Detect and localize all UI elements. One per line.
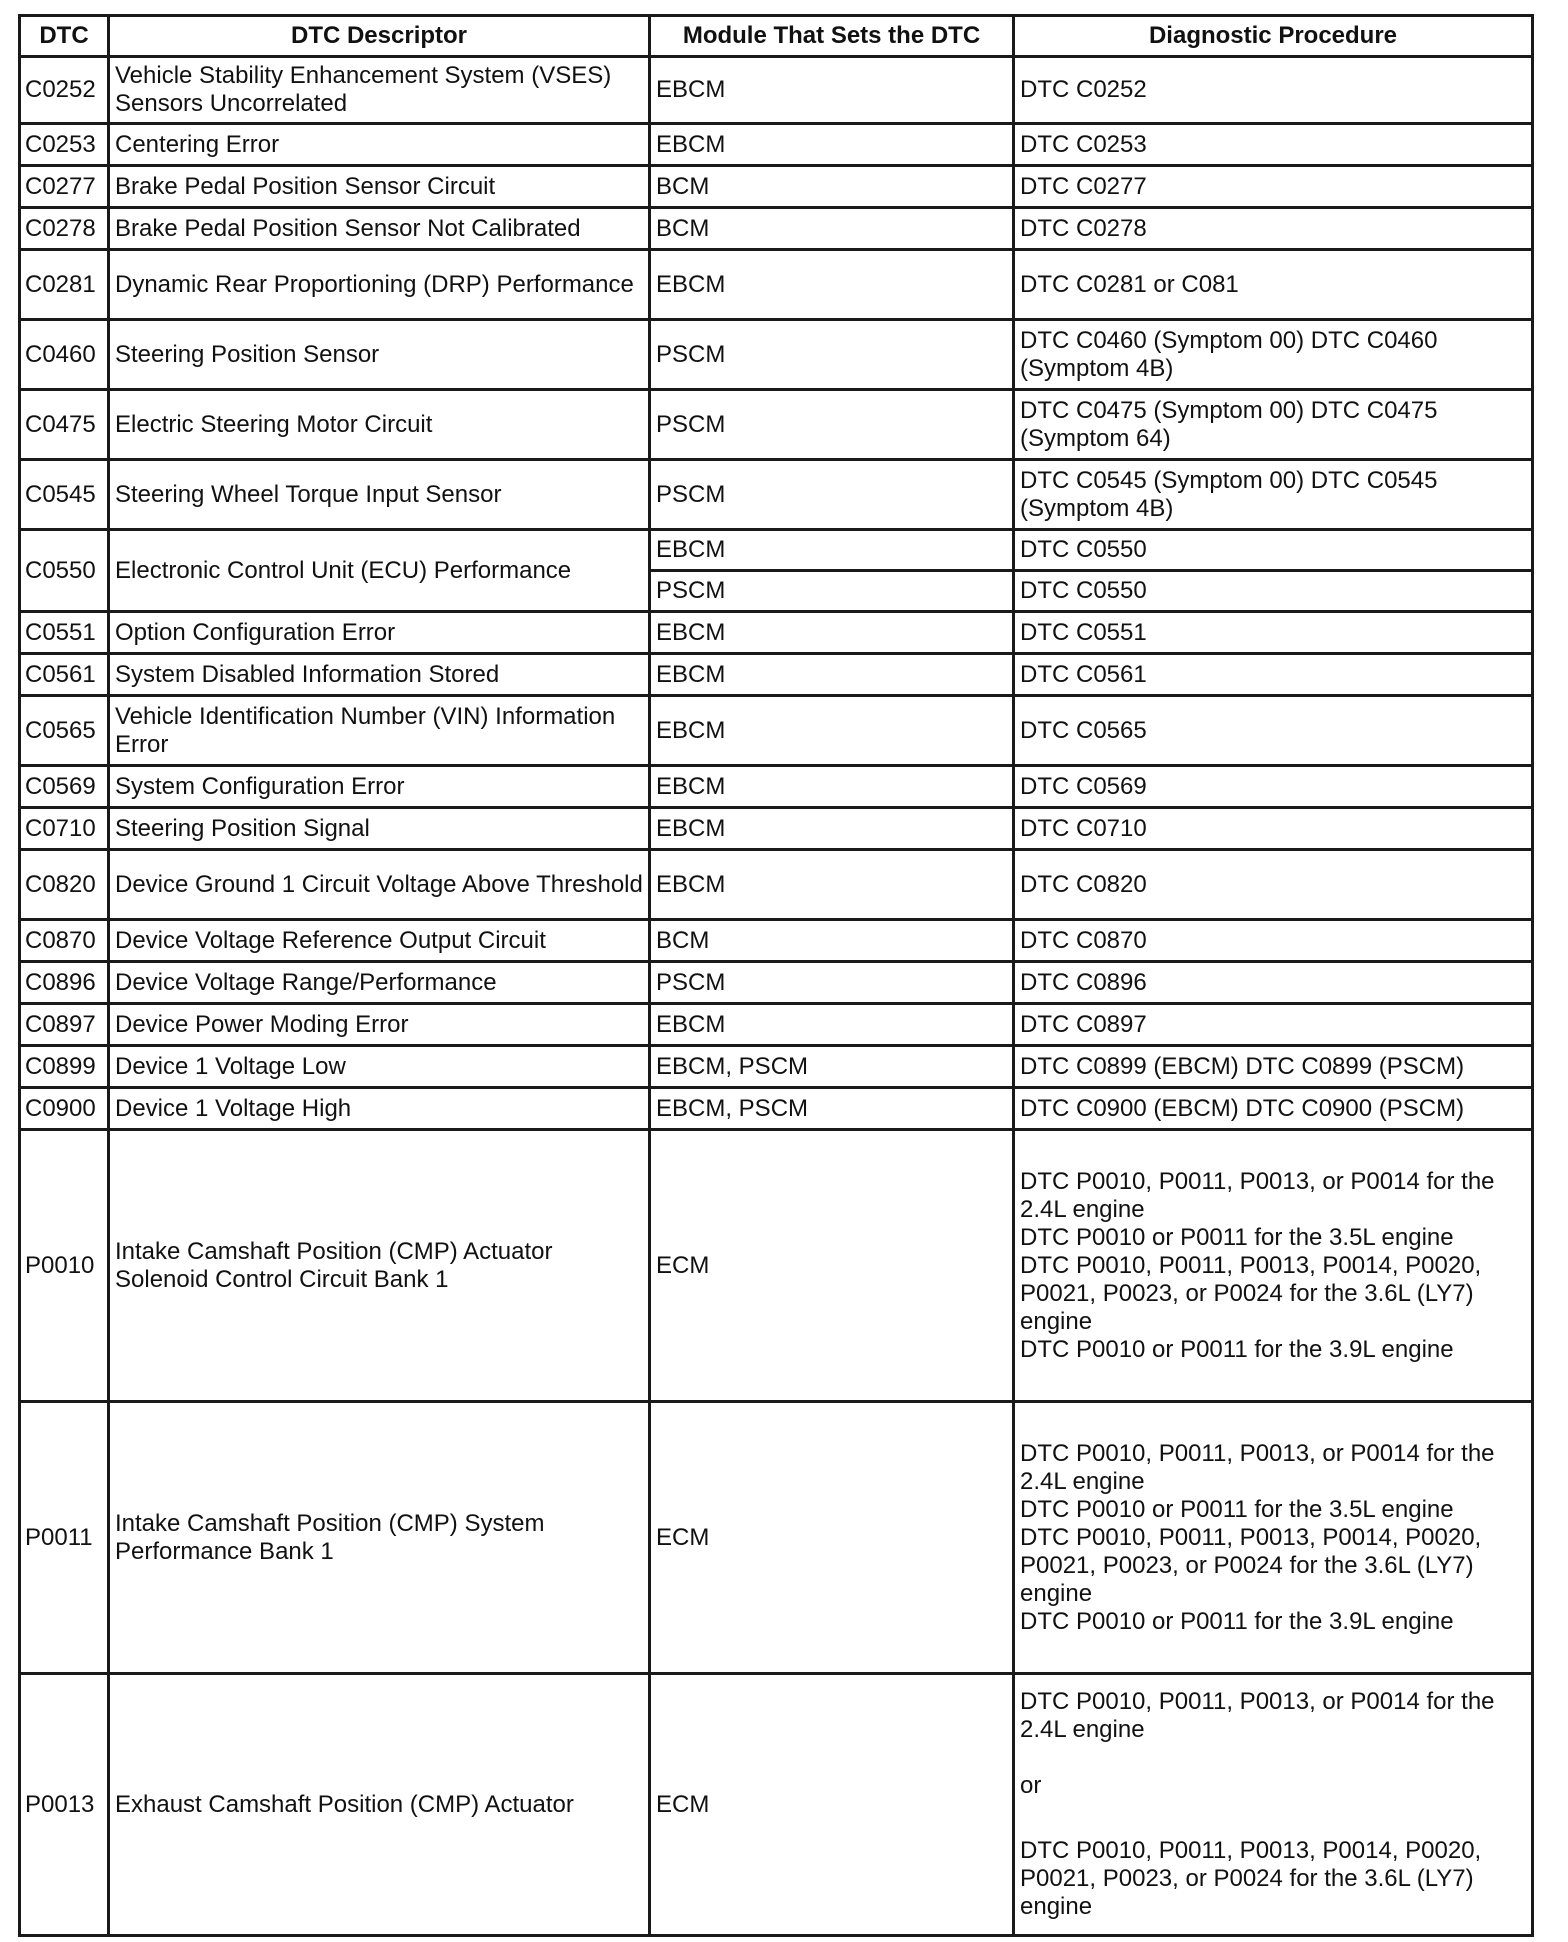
- dtc-code: C0870: [20, 920, 109, 962]
- header-procedure: Diagnostic Procedure: [1014, 16, 1533, 57]
- procedure-line: DTC P0010, P0011, P0013, or P0014 for the 2.4L engine: [1020, 1167, 1495, 1223]
- dtc-module: BCM: [650, 208, 1014, 250]
- dtc-code: P0011: [20, 1402, 109, 1674]
- dtc-code: C0252: [20, 57, 109, 124]
- dtc-module: EBCM: [650, 654, 1014, 696]
- table-row: [20, 390, 1533, 460]
- dtc-procedure: DTC C0281 or C081: [1014, 250, 1533, 320]
- dtc-code: C0896: [20, 962, 109, 1004]
- dtc-code: C0253: [20, 124, 109, 166]
- dtc-module: EBCM: [650, 250, 1014, 320]
- dtc-code: C0899: [20, 1046, 109, 1088]
- table-row: [20, 250, 1533, 320]
- table-row: [20, 696, 1533, 766]
- dtc-code: C0897: [20, 1004, 109, 1046]
- dtc-module: EBCM: [650, 850, 1014, 920]
- dtc-procedure: DTC C0569: [1014, 766, 1533, 808]
- dtc-descriptor: Steering Position Signal: [109, 808, 650, 850]
- dtc-descriptor: Dynamic Rear Proportioning (DRP) Performance: [109, 250, 650, 320]
- dtc-code: C0565: [20, 696, 109, 766]
- dtc-procedure: DTC C0900 (EBCM) DTC C0900 (PSCM): [1014, 1088, 1533, 1130]
- dtc-module: BCM: [650, 920, 1014, 962]
- dtc-module: ECM: [650, 1674, 1014, 1936]
- dtc-descriptor: Option Configuration Error: [109, 612, 650, 654]
- procedure-line: or: [1020, 1772, 1042, 1799]
- procedure-line: DTC P0010, P0011, P0013, P0014, P0020, P0021, P0023, or P0024 for the 3.6L (LY7) engine: [1020, 1523, 1482, 1607]
- table-row: [20, 1674, 1533, 1936]
- table-row: [20, 808, 1533, 850]
- dtc-module: ECM: [650, 1402, 1014, 1674]
- table-row: [20, 850, 1533, 920]
- dtc-descriptor: Vehicle Identification Number (VIN) Information Error: [109, 696, 650, 766]
- dtc-procedure: DTC C0896: [1014, 962, 1533, 1004]
- dtc-descriptor: Device 1 Voltage High: [109, 1088, 650, 1130]
- dtc-module: PSCM: [650, 571, 1014, 612]
- dtc-procedure: [1014, 1674, 1533, 1936]
- dtc-code: C0710: [20, 808, 109, 850]
- dtc-procedure: DTC C0550: [1014, 571, 1533, 612]
- dtc-descriptor: Exhaust Camshaft Position (CMP) Actuator: [109, 1674, 650, 1936]
- dtc-descriptor: Steering Wheel Torque Input Sensor: [109, 460, 650, 530]
- procedure-line: DTC P0010 or P0011 for the 3.9L engine: [1020, 1607, 1454, 1635]
- dtc-procedure: DTC C0460 (Symptom 00) DTC C0460 (Symptom 4B): [1014, 320, 1533, 390]
- table-row: [20, 166, 1533, 208]
- dtc-procedure: [1014, 1130, 1533, 1402]
- table-row: [20, 1130, 1533, 1402]
- dtc-descriptor: Device Voltage Range/Performance: [109, 962, 650, 1004]
- dtc-descriptor: Electric Steering Motor Circuit: [109, 390, 650, 460]
- dtc-procedure: DTC C0545 (Symptom 00) DTC C0545 (Symptom 4B): [1014, 460, 1533, 530]
- dtc-code: C0475: [20, 390, 109, 460]
- table-row: [20, 920, 1533, 962]
- dtc-descriptor: Brake Pedal Position Sensor Not Calibrated: [109, 208, 650, 250]
- dtc-code: C0561: [20, 654, 109, 696]
- dtc-code: P0013: [20, 1674, 109, 1936]
- procedure-line: DTC P0010, P0011, P0013, P0014, P0020, P0021, P0023, or P0024 for the 3.6L (LY7) engine: [1020, 1837, 1482, 1920]
- dtc-procedure: DTC C0897: [1014, 1004, 1533, 1046]
- procedure-line: DTC P0010 or P0011 for the 3.5L engine: [1020, 1223, 1454, 1251]
- table-row: [20, 320, 1533, 390]
- dtc-procedure: DTC C0870: [1014, 920, 1533, 962]
- procedure-line: DTC P0010, P0011, P0013, P0014, P0020, P0021, P0023, or P0024 for the 3.6L (LY7) engine: [1020, 1251, 1482, 1335]
- dtc-code: C0278: [20, 208, 109, 250]
- table-row: [20, 654, 1533, 696]
- procedure-line: DTC P0010 or P0011 for the 3.5L engine: [1020, 1495, 1454, 1523]
- dtc-descriptor: Device 1 Voltage Low: [109, 1046, 650, 1088]
- dtc-descriptor: Intake Camshaft Position (CMP) System Performance Bank 1: [109, 1402, 650, 1674]
- dtc-module: PSCM: [650, 962, 1014, 1004]
- dtc-code: C0569: [20, 766, 109, 808]
- table-row: [20, 57, 1533, 124]
- dtc-module: EBCM, PSCM: [650, 1088, 1014, 1130]
- dtc-module: PSCM: [650, 390, 1014, 460]
- header-module: Module That Sets the DTC: [650, 16, 1014, 57]
- dtc-code: C0460: [20, 320, 109, 390]
- dtc-table: [18, 14, 1534, 1937]
- dtc-procedure: DTC C0475 (Symptom 00) DTC C0475 (Symptom 64): [1014, 390, 1533, 460]
- dtc-code: C0551: [20, 612, 109, 654]
- table-row: [20, 1046, 1533, 1088]
- dtc-descriptor: Centering Error: [109, 124, 650, 166]
- table-row: [20, 1402, 1533, 1674]
- dtc-procedure: DTC C0561: [1014, 654, 1533, 696]
- dtc-code: C0550: [20, 530, 109, 612]
- dtc-code: C0281: [20, 250, 109, 320]
- dtc-procedure: [1014, 1402, 1533, 1674]
- dtc-procedure: DTC C0252: [1014, 57, 1533, 124]
- dtc-module: PSCM: [650, 320, 1014, 390]
- dtc-descriptor: System Disabled Information Stored: [109, 654, 650, 696]
- table-row: [20, 530, 1533, 571]
- table-row: [20, 1088, 1533, 1130]
- header-descriptor: DTC Descriptor: [109, 16, 650, 57]
- dtc-module: EBCM: [650, 124, 1014, 166]
- dtc-code: C0820: [20, 850, 109, 920]
- dtc-descriptor: Device Voltage Reference Output Circuit: [109, 920, 650, 962]
- dtc-descriptor: Intake Camshaft Position (CMP) Actuator Solenoid Control Circuit Bank 1: [109, 1130, 650, 1402]
- dtc-code: C0900: [20, 1088, 109, 1130]
- dtc-module: EBCM: [650, 530, 1014, 571]
- table-row: [20, 124, 1533, 166]
- dtc-module: EBCM: [650, 808, 1014, 850]
- table-row: [20, 1004, 1533, 1046]
- dtc-procedure: DTC C0820: [1014, 850, 1533, 920]
- dtc-module: EBCM: [650, 57, 1014, 124]
- table-row: [20, 612, 1533, 654]
- dtc-code: C0277: [20, 166, 109, 208]
- dtc-module: ECM: [650, 1130, 1014, 1402]
- dtc-descriptor: Steering Position Sensor: [109, 320, 650, 390]
- dtc-procedure: DTC C0710: [1014, 808, 1533, 850]
- dtc-descriptor: System Configuration Error: [109, 766, 650, 808]
- dtc-procedure: DTC C0277: [1014, 166, 1533, 208]
- dtc-module: EBCM: [650, 766, 1014, 808]
- dtc-procedure: DTC C0253: [1014, 124, 1533, 166]
- dtc-code: P0010: [20, 1130, 109, 1402]
- dtc-descriptor: Electronic Control Unit (ECU) Performance: [109, 530, 650, 612]
- spacer: [1020, 1800, 1526, 1837]
- dtc-procedure: DTC C0550: [1014, 530, 1533, 571]
- dtc-procedure: DTC C0551: [1014, 612, 1533, 654]
- dtc-procedure: DTC C0278: [1014, 208, 1533, 250]
- spacer: [1020, 1744, 1526, 1772]
- dtc-module: EBCM, PSCM: [650, 1046, 1014, 1088]
- dtc-code: C0545: [20, 460, 109, 530]
- dtc-descriptor: Vehicle Stability Enhancement System (VSES) Sensors Uncorrelated: [109, 57, 650, 124]
- dtc-descriptor: Device Power Moding Error: [109, 1004, 650, 1046]
- dtc-descriptor: Brake Pedal Position Sensor Circuit: [109, 166, 650, 208]
- dtc-module: PSCM: [650, 460, 1014, 530]
- table-row: [20, 766, 1533, 808]
- dtc-module: EBCM: [650, 1004, 1014, 1046]
- procedure-line: DTC P0010 or P0011 for the 3.9L engine: [1020, 1335, 1454, 1363]
- header-dtc: DTC: [20, 16, 109, 57]
- table-row: [20, 208, 1533, 250]
- dtc-procedure: DTC C0899 (EBCM) DTC C0899 (PSCM): [1014, 1046, 1533, 1088]
- dtc-module: EBCM: [650, 612, 1014, 654]
- table-row: [20, 962, 1533, 1004]
- dtc-module: EBCM: [650, 696, 1014, 766]
- dtc-module: BCM: [650, 166, 1014, 208]
- header-row: [20, 16, 1533, 57]
- dtc-descriptor: Device Ground 1 Circuit Voltage Above Threshold: [109, 850, 650, 920]
- table-row: [20, 460, 1533, 530]
- procedure-line: DTC P0010, P0011, P0013, or P0014 for the 2.4L engine: [1020, 1439, 1495, 1495]
- procedure-line: DTC P0010, P0011, P0013, or P0014 for the 2.4L engine: [1020, 1688, 1495, 1743]
- dtc-procedure: DTC C0565: [1014, 696, 1533, 766]
